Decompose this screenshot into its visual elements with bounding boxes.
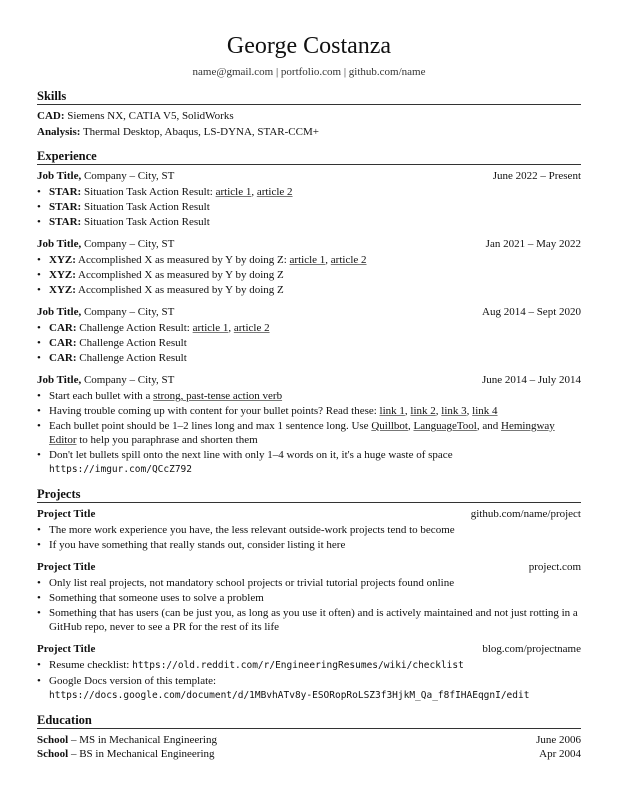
bullet-item: • The more work experience you have, the less relevant outside-work projects tend to become xyxy=(49,523,581,537)
article-link[interactable]: article 1 xyxy=(215,186,252,198)
project-header xyxy=(37,642,581,656)
project-bullets xyxy=(37,576,581,634)
bullet-lead: STAR: xyxy=(49,201,82,213)
job-title: Job Title, xyxy=(37,238,82,250)
section-title-experience: Experience xyxy=(37,149,581,165)
skill-row xyxy=(37,125,581,139)
bullet-text: Challenge Action Result: xyxy=(76,322,193,334)
bullet-item: • Something that has users (can be just you, as long as you use it often) and is actively maintained and not just rotting in a GitHub repo, never to see a PR for the rest of its life xyxy=(49,606,581,634)
bullet-lead: XYZ: xyxy=(49,269,76,281)
project-bullets xyxy=(37,523,581,552)
project-title: Project Title xyxy=(37,561,96,573)
job-title: Job Title, xyxy=(37,306,82,318)
job-header xyxy=(37,373,581,387)
job-header xyxy=(37,237,581,251)
bullet-item xyxy=(49,658,581,673)
bullet-item xyxy=(49,389,581,403)
bullet-text: Having trouble coming up with content for your bullet points? Read these: xyxy=(49,405,380,417)
article-link[interactable]: article 2 xyxy=(330,254,367,266)
resource-link[interactable]: link 2 xyxy=(410,405,436,417)
job-company: Company – City, ST xyxy=(81,238,175,250)
section-title-projects: Projects xyxy=(37,487,581,503)
skill-row xyxy=(37,109,581,123)
resume-name: George Costanza xyxy=(226,33,392,59)
job-dates: Jan 2021 – May 2022 xyxy=(485,238,581,250)
article-link[interactable]: article 1 xyxy=(289,254,326,266)
bullet-lead: XYZ: xyxy=(49,284,76,296)
bullet-item xyxy=(49,253,581,267)
project-header xyxy=(37,507,581,521)
bullet-lead: CAR: xyxy=(49,352,77,364)
job-bullets xyxy=(37,253,581,297)
imgur-url: https://imgur.com/QCcZ792 xyxy=(49,464,192,475)
job-title: Job Title, xyxy=(37,374,82,386)
job-company: Company – City, ST xyxy=(81,374,175,386)
bullet-item xyxy=(49,351,581,365)
job-company: Company – City, ST xyxy=(81,306,175,318)
job-dates: June 2014 – July 2014 xyxy=(482,374,581,386)
bullet-item xyxy=(49,200,581,214)
article-link[interactable]: article 2 xyxy=(256,186,293,198)
school-name: School xyxy=(37,748,69,760)
article-link[interactable]: article 1 xyxy=(192,322,229,334)
skill-label: Analysis: xyxy=(37,126,81,138)
skill-label: CAD: xyxy=(37,110,65,122)
separator: , xyxy=(325,254,331,266)
bullet-lead: STAR: xyxy=(49,186,82,198)
hemingway-link[interactable]: Hemingway Editor xyxy=(49,420,555,446)
bullet-item xyxy=(49,448,581,477)
action-verb-link[interactable]: strong, past-tense action verb xyxy=(153,390,283,402)
bullet-text: Situation Task Action Result xyxy=(81,216,210,228)
project-entry xyxy=(37,507,581,552)
bullet-item xyxy=(49,321,581,335)
bullet-item xyxy=(49,215,581,229)
bullet-lead: XYZ: xyxy=(49,254,76,266)
bullet-text: Accomplished X as measured by Y by doing Z xyxy=(75,269,284,281)
bullet-text: Situation Task Action Result: xyxy=(81,186,216,198)
job-dates: Aug 2014 – Sept 2020 xyxy=(482,306,581,318)
education-date: Apr 2004 xyxy=(539,748,581,760)
bullet-item xyxy=(49,268,581,282)
separator: , xyxy=(228,322,234,334)
bullet-text: Start each bullet with a xyxy=(49,390,154,402)
skill-value: Siemens NX, CATIA V5, SolidWorks xyxy=(64,110,234,122)
bullet-text: to help you paraphrase and shorten them xyxy=(76,434,258,446)
separator: , xyxy=(251,186,257,198)
bullet-item xyxy=(49,674,581,703)
bullet-item: • If you have something that really stands out, consider listing it here xyxy=(49,538,581,552)
education-row xyxy=(37,747,581,761)
school-name: School xyxy=(37,734,69,746)
bullet-text: Don't let bullets spill onto the next line with only 1–4 words on it, it's a huge waste of space xyxy=(49,449,453,461)
bullet-lead: CAR: xyxy=(49,322,77,334)
section-title-education: Education xyxy=(37,713,581,729)
bullet-text: Google Docs version of this template: xyxy=(49,675,217,687)
bullet-lead: CAR: xyxy=(49,337,77,349)
job-entry xyxy=(37,169,581,229)
article-link[interactable]: article 2 xyxy=(233,322,270,334)
bullet-item xyxy=(49,283,581,297)
resource-link[interactable]: link 4 xyxy=(472,405,498,417)
job-entry xyxy=(37,237,581,297)
resource-link[interactable]: link 3 xyxy=(441,405,467,417)
project-link: project.com xyxy=(528,561,581,573)
quillbot-link[interactable]: Quillbot xyxy=(371,420,408,432)
job-header xyxy=(37,169,581,183)
project-link: blog.com/projectname xyxy=(482,643,581,655)
bullet-item xyxy=(49,336,581,350)
bullet-item: • Having trouble coming up with content for your bullet points? Read these: link 1, link 2, link 3, link 4 xyxy=(49,404,581,418)
contact-line: name@gmail.com | portfolio.com | github.com/name xyxy=(192,66,426,78)
bullet-item: • Only list real projects, not mandatory school projects or trivial tutorial projects found online xyxy=(49,576,581,590)
job-company: Company – City, ST xyxy=(81,170,175,182)
bullet-text: Situation Task Action Result xyxy=(81,201,210,213)
google-docs-url: https://docs.google.com/document/d/1MBvhATv8y-ESORopRoLSZ3f3HjkM_Qa_f8fIHAEqgnI/edit xyxy=(49,690,530,701)
languagetool-link[interactable]: LanguageTool xyxy=(413,420,477,432)
project-bullets xyxy=(37,658,581,703)
degree: – MS in Mechanical Engineering xyxy=(68,734,217,746)
bullet-text: Resume checklist: xyxy=(49,659,133,671)
project-entry xyxy=(37,642,581,703)
job-bullets xyxy=(37,389,581,477)
section-title-skills: Skills xyxy=(37,89,581,105)
project-header xyxy=(37,560,581,574)
resource-link[interactable]: link 1 xyxy=(379,405,405,417)
bullet-text: Challenge Action Result xyxy=(76,352,187,364)
job-dates: June 2022 – Present xyxy=(492,170,581,182)
resume-page xyxy=(37,32,581,761)
degree: – BS in Mechanical Engineering xyxy=(68,748,215,760)
education-row xyxy=(37,733,581,747)
bullet-text: , and xyxy=(476,420,499,432)
project-link: github.com/name/project xyxy=(470,508,581,520)
bullet-text: Accomplished X as measured by Y by doing Z: xyxy=(75,254,290,266)
bullet-text: Each bullet point should be 1–2 lines long and max 1 sentence long. Use xyxy=(49,420,372,432)
job-entry xyxy=(37,373,581,477)
bullet-item: • Something that someone uses to solve a problem xyxy=(49,591,581,605)
checklist-url: https://old.reddit.com/r/EngineeringResumes/wiki/checklist xyxy=(132,660,464,671)
project-title: Project Title xyxy=(37,643,96,655)
skill-value: Thermal Desktop, Abaqus, LS-DYNA, STAR-CCM+ xyxy=(80,126,319,138)
bullet-item: • Each bullet point should be 1–2 lines long and max 1 sentence long. Use Quillbot, LanguageTool, and Hemingway Editor to help you paraphrase and shorten them xyxy=(49,419,581,447)
job-header xyxy=(37,305,581,319)
job-entry xyxy=(37,305,581,365)
project-entry xyxy=(37,560,581,634)
job-bullets xyxy=(37,185,581,229)
job-bullets xyxy=(37,321,581,365)
bullet-text: Challenge Action Result xyxy=(76,337,187,349)
bullet-text: Accomplished X as measured by Y by doing Z xyxy=(75,284,284,296)
education-date: June 2006 xyxy=(536,734,581,746)
job-title: Job Title, xyxy=(37,170,82,182)
bullet-item xyxy=(49,185,581,199)
project-title: Project Title xyxy=(37,508,96,520)
bullet-lead: STAR: xyxy=(49,216,82,228)
